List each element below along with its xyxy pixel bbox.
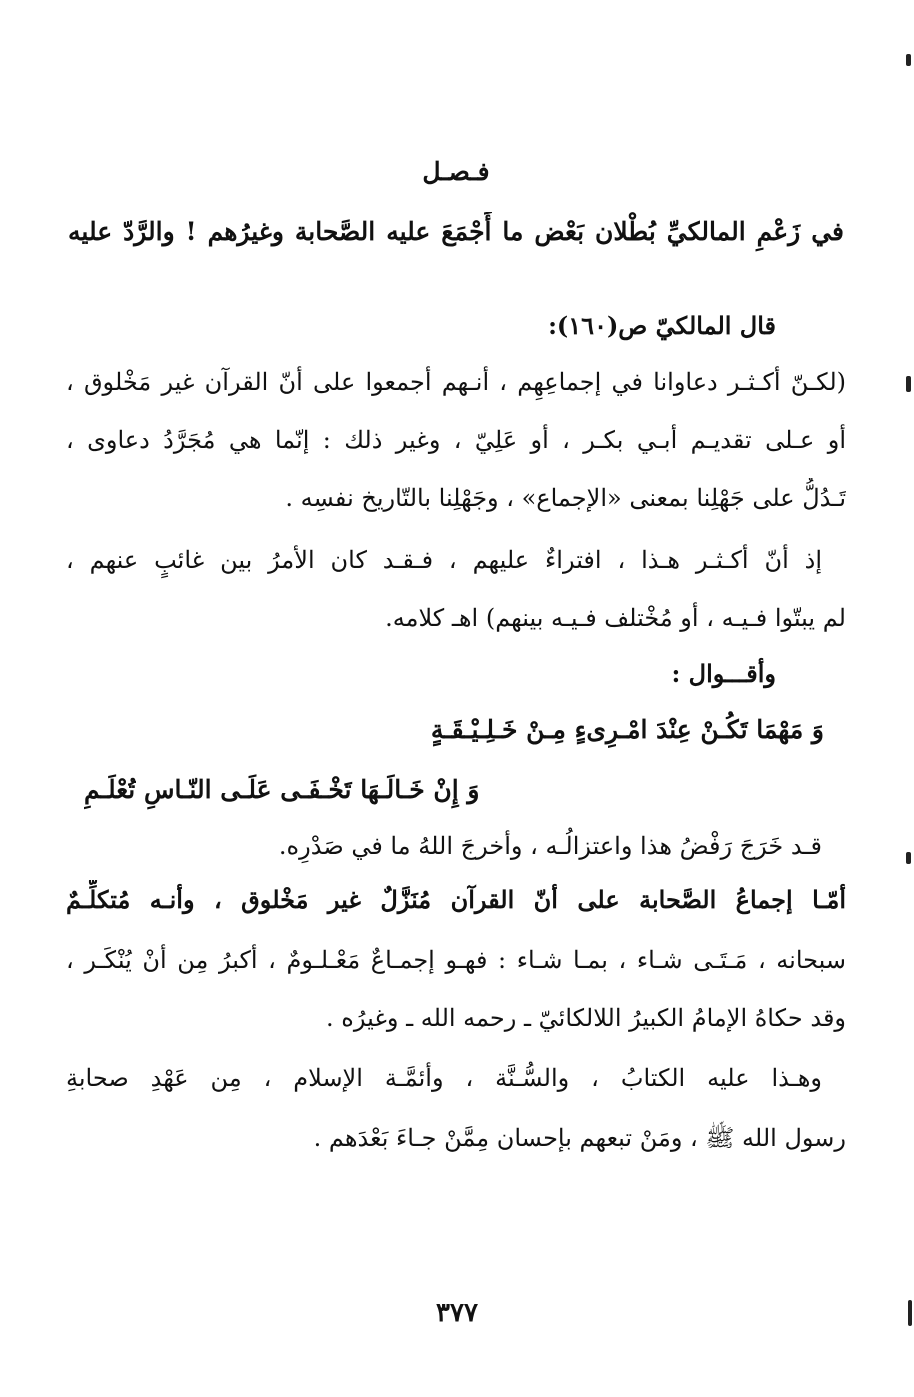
scan-edge-mark	[906, 54, 911, 66]
paragraph-line: أمّـا إجماعُ الصَّحابة على أنّ القرآن مُنَزَّلٌ غير مَخْلوق ، وأنـه مُتكلِّـمٌ	[66, 885, 846, 914]
scan-edge-mark	[908, 1300, 912, 1326]
author-reply-heading: وأقـــوال :	[671, 659, 776, 688]
quote-intro: قال المالكيّ ص(١٦٠):	[548, 311, 776, 340]
paragraph-line: لم يبتّوا فـيـه ، أو مُخْتلف فـيـه بينهم) اهـ كلامه.	[385, 604, 846, 632]
paragraph-line: إذ أنّ أكـثـر هـذا ، افتراءٌ عليهم ، فـقـد كان الأمرُ بين غائبٍ عنهم ،	[66, 546, 822, 574]
verse-line-1: وَ مَهْمَا تَكُـنْ عِنْدَ امْـرِىءٍ مِـنْ خَـلِـيْـقَـةٍ	[430, 715, 824, 744]
paragraph-line: (لكـنّ أكـثـر دعاوانا في إجماعِهِم ، أنـهم أجمعوا على أنّ القرآن غير مَخْلوق ،	[66, 368, 846, 396]
paragraph-line: رسول الله ﷺ ، ومَنْ تبعهم بإحسان مِمَّنْ جـاءَ بَعْدَهم .	[313, 1124, 846, 1152]
paragraph-line: قـد خَرَجَ رَفْضُ هذا واعتزالُـه ، وأخرجَ اللهُ ما في صَدْرِه.	[278, 832, 822, 860]
page-number: ٣٧٧	[436, 1298, 478, 1328]
scan-edge-mark	[906, 376, 911, 392]
verse-line-2: وَ إِنْ خَـالَـهَا تَخْـفَـى عَلَـى النّـاسِ تُعْلَـمِ	[84, 775, 480, 804]
paragraph-line: تَـدُلُّ على جَهْلِنا بمعنى «الإجماع» ، وجَهْلِنا بالتّاريخ نفسِه .	[285, 484, 846, 512]
paragraph-line: وقد حكاهُ الإمامُ الكبيرُ اللالكائيّ ـ رحمه الله ـ وغيرُه .	[326, 1004, 846, 1032]
paragraph-line: سبحانه ، مَـتَـى شـاء ، بمـا شـاء : فهـو إجمـاعٌ مَعْـلـومٌ ، أكبرُ مِن أنْ يُنْكَـر ،	[66, 946, 846, 974]
section-subtitle: في زَعْمِ المالكيِّ بُطْلان بَعْض ما أَجْمَعَ عليه الصَّحابة وغيرُهم ! والرَّدّ عليه	[68, 217, 844, 246]
paragraph-line: أو عـلى تقديـم أبـي بكـر ، أو عَلِيّ ، وغير ذلك : إنّما هي مُجَرَّدُ دعاوى ،	[66, 426, 846, 454]
section-title: فـصـل	[422, 157, 490, 186]
scan-edge-mark	[906, 852, 911, 864]
paragraph-line: وهـذا عليه الكتابُ ، والسُّـنَّة ، وأئمَّـة الإسلام ، مِن عَهْدِ صحابةِ	[66, 1064, 822, 1092]
